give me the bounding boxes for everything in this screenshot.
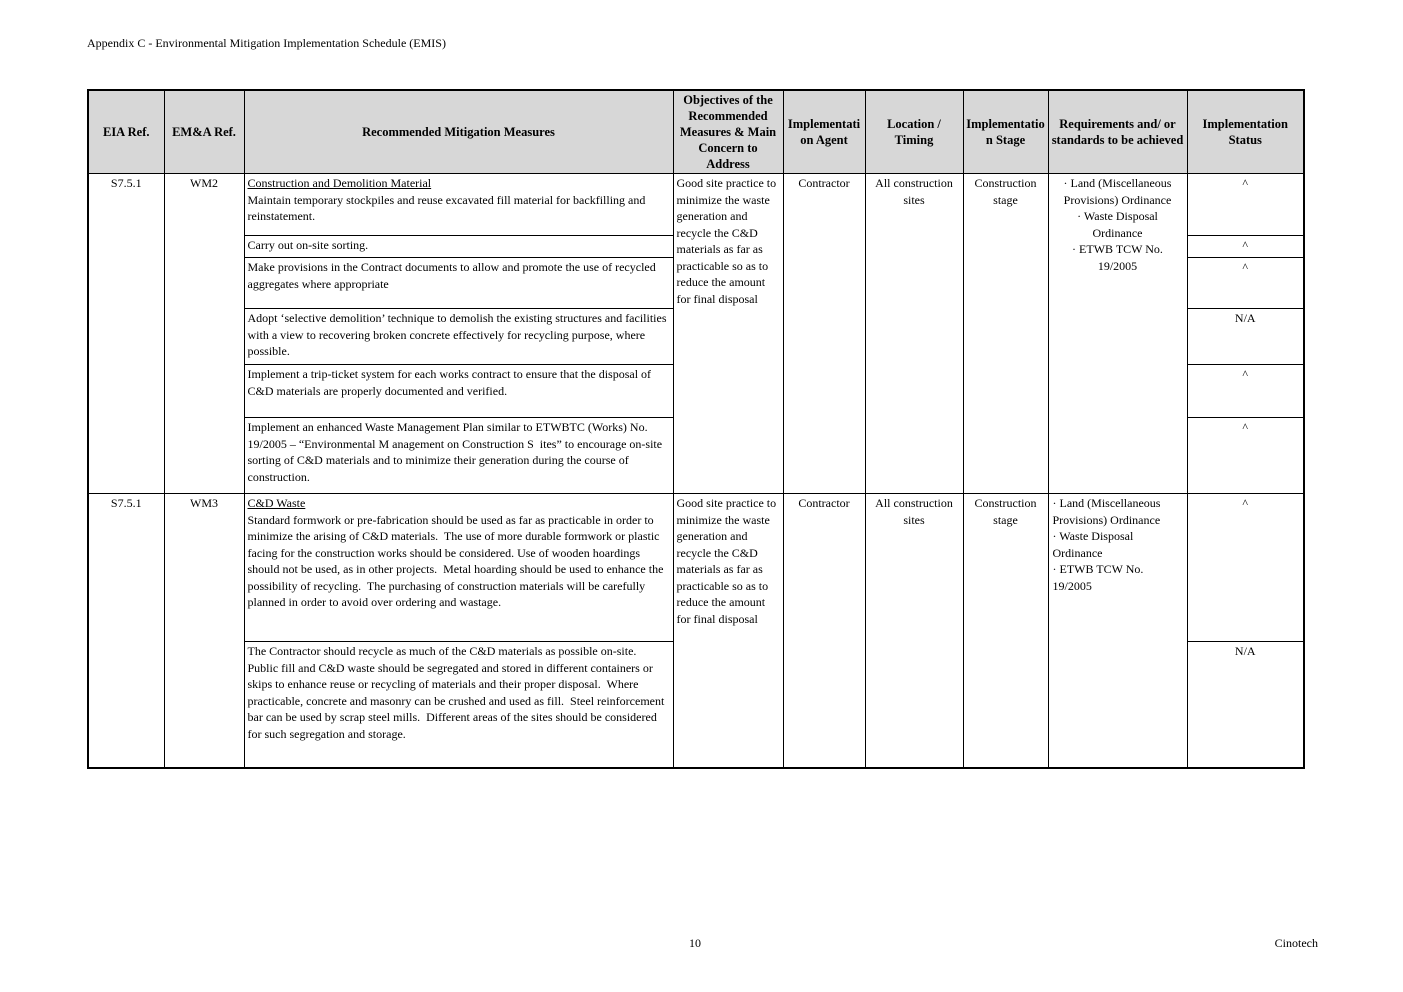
status-cell: ^ [1187,236,1304,258]
objectives-cell: Good site practice to minimize the waste generation and recycle the C&D materials as far as practicable so as to reduce the amount for final disposal [673,174,783,494]
agent-cell: Contractor [783,174,865,494]
status-cell: ^ [1187,418,1304,494]
measure-cell [244,365,673,418]
col-header-objectives: Objectives of the Recommended Measures & Main Concern to Address [673,90,783,174]
measure-text: Implement an enhanced Waste Management Plan similar to ETWBTC (Works) No. 19/2005 – “Environmental M anagement on Construction S ites” to encourage on-site sorting of C&D materials and to minimize their generation during the course of construction. [247,420,666,484]
measure-text: Implement a trip-ticket system for each works contract to ensure that the disposal of C&D materials are properly documented and verified. [247,367,655,398]
col-header-ema-ref: EM&A Ref. [164,90,244,174]
emis-table [87,89,1305,769]
requirement-item: · Waste Disposal Ordinance [1052,529,1134,560]
status-cell: ^ [1187,365,1304,418]
status-cell: ^ [1187,494,1304,642]
eia-ref-cell: S7.5.1 [88,174,164,494]
measure-text: Make provisions in the Contract documents to allow and promote the use of recycled aggregates where appropriate [247,260,659,291]
measure-heading: Construction and Demolition Material [247,176,432,190]
measure-text: Maintain temporary stockpiles and reuse excavated fill material for backfilling and reinstatement. [247,192,649,223]
col-header-status: Implementation Status [1187,90,1304,174]
measure-cell [244,258,673,309]
measure-cell [244,418,673,494]
requirement-item: · ETWB TCW No. 19/2005 [1072,242,1163,273]
status-cell: N/A [1187,642,1304,768]
eia-ref-cell: S7.5.1 [88,494,164,768]
requirement-item: · Land (Miscellaneous Provisions) Ordinance [1063,176,1172,207]
objectives-cell: Good site practice to minimize the waste generation and recycle the C&D materials as far as practicable so as to reduce the amount for final disposal [673,494,783,768]
measure-text: Carry out on-site sorting. [247,238,369,252]
measure-text: Standard formwork or pre-fabrication should be used as far as practicable in order to minimize the arising of C&D materials. The use of more durable formwork or plastic facing for the construction works should be considered. Use of wooden hoardings should not be used, as in other projects. Metal hoarding should be used to enhance the possibility of recycling. The purchasing of construction materials will be carefully planned in order to avoid over ordering and wastage. [247,512,667,609]
col-header-agent: Implementation Agent [783,90,865,174]
table-row [88,174,1304,236]
col-header-measures: Recommended Mitigation Measures [244,90,673,174]
col-header-requirements: Requirements and/ or standards to be achieved [1048,90,1187,174]
status-cell: ^ [1187,174,1304,236]
requirement-item: · ETWB TCW No. 19/2005 [1052,562,1144,593]
location-timing-cell: All construction sites [865,494,963,768]
measure-cell [244,494,673,642]
requirements-cell [1048,174,1187,494]
location-timing-cell: All construction sites [865,174,963,494]
table-header [88,90,1304,174]
measure-text: Adopt ‘selective demolition’ technique to demolish the existing structures and facilities with a view to recovering broken concrete effectively for recycling purpose, where possible. [247,311,670,358]
measure-cell [244,642,673,768]
footer-company: Cinotech [1274,936,1318,950]
measure-cell [244,174,673,236]
stage-cell: Construction stage [963,174,1048,494]
measure-cell [244,309,673,365]
status-cell: ^ [1187,258,1304,309]
appendix-header: Appendix C - Environmental Mitigation Implementation Schedule (EMIS) [87,36,446,50]
measure-heading: C&D Waste [247,496,306,510]
ema-ref-cell: WM3 [164,494,244,768]
measure-cell [244,236,673,258]
col-header-stage: Implementation Stage [963,90,1048,174]
requirement-item: · Land (Miscellaneous Provisions) Ordinance [1052,496,1161,527]
status-cell: N/A [1187,309,1304,365]
page-number: 10 [689,936,701,950]
ema-ref-cell: WM2 [164,174,244,494]
requirements-cell [1048,494,1187,768]
measure-text: The Contractor should recycle as much of the C&D materials as possible on-site. Public fill and C&D waste should be segregated and stored in different containers or skips to enhance reuse or recycling of materials and their proper disposal. Where practicable, concrete and masonry can be crushed and used as fill. Steel reinforcement bar can be used by scrap steel mills. Different areas of the sites should be considered for such segregation and storage. [247,644,668,741]
table-row [88,494,1304,642]
requirement-item: · Waste Disposal Ordinance [1077,209,1158,240]
stage-cell: Construction stage [963,494,1048,768]
col-header-location-timing: Location / Timing [865,90,963,174]
agent-cell: Contractor [783,494,865,768]
col-header-eia-ref: EIA Ref. [88,90,164,174]
